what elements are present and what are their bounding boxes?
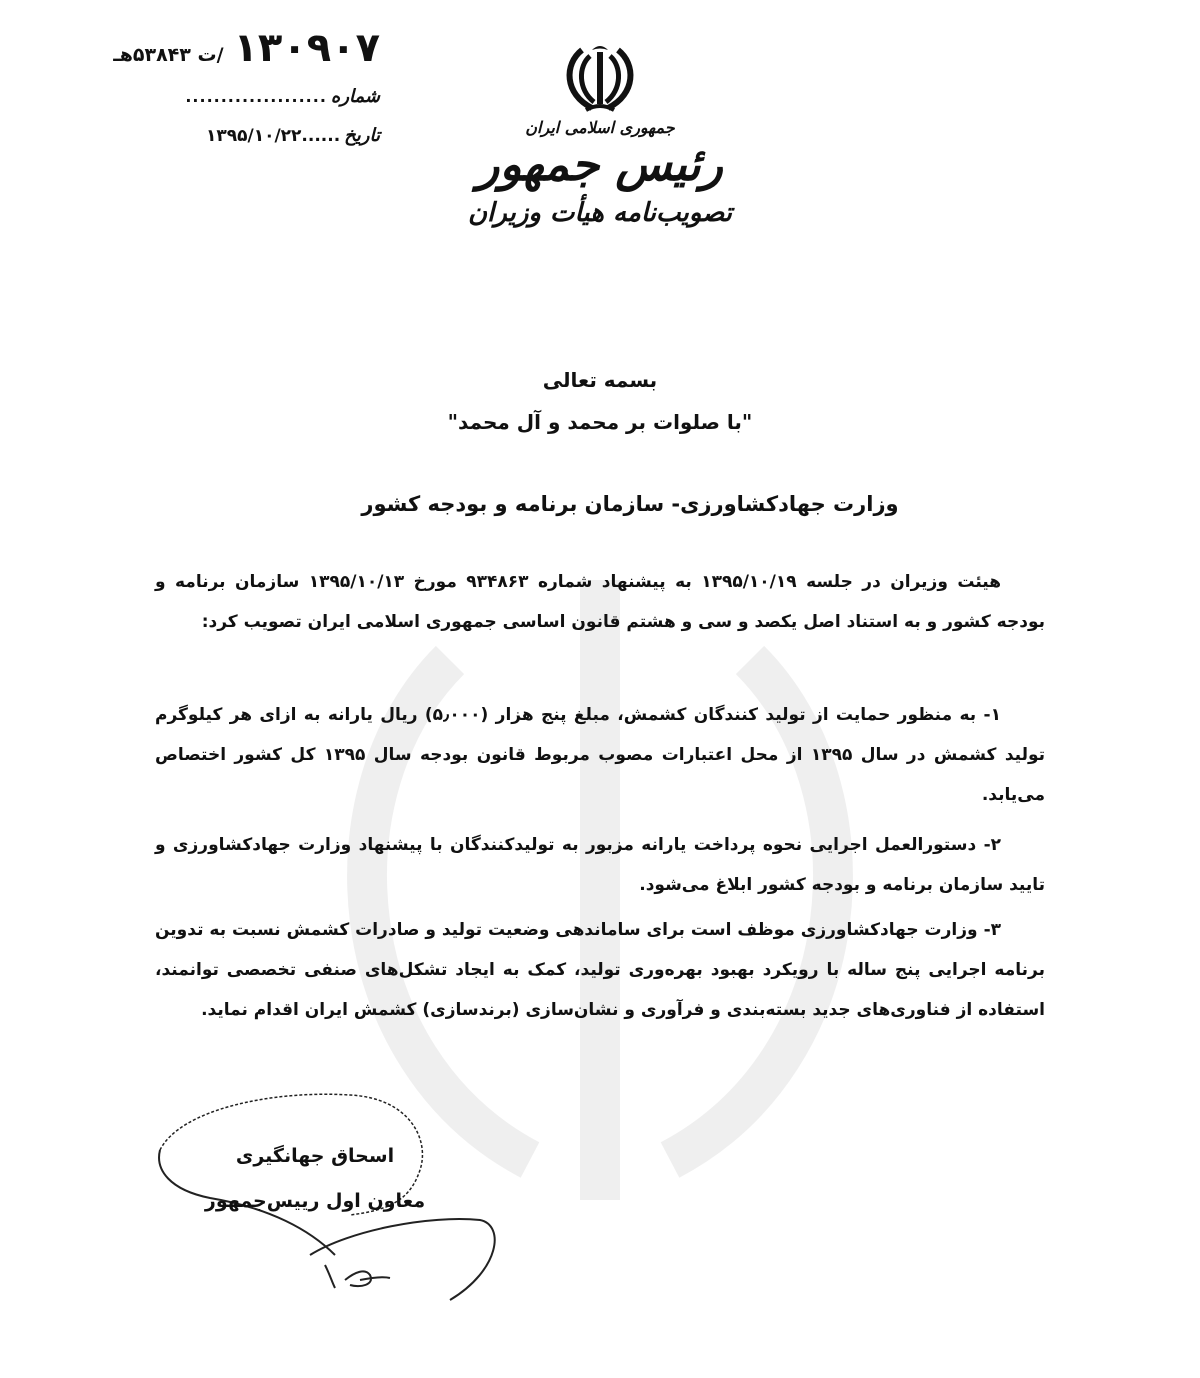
item-number: ۲-	[983, 835, 1002, 855]
country-name: جمهوری اسلامی ایران	[525, 118, 675, 137]
signatory-name: اسحاق جهانگیری	[235, 1145, 395, 1167]
office-title: رئیس جمهور	[477, 137, 723, 191]
reference-block	[40, 25, 380, 146]
decree-item-3	[155, 910, 1045, 1036]
document-type: تصویب‌نامه هیأت وزیران	[467, 197, 733, 228]
decree-item-1	[155, 695, 1045, 821]
date-label: تاریخ	[344, 125, 380, 146]
intro-paragraph: هیئت وزیران در جلسه ۱۳۹۵/۱۰/۱۹ به پیشنهاد شماره ۹۳۴۸۶۳ مورخ ۱۳۹۵/۱۰/۱۳ سازمان برنامه و بودجه کشور و به استناد اصل یکصد و سی و هشتم قانون اساسی جمهوری اسلامی ایران تصویب کرد:	[155, 572, 1045, 632]
decree-intro	[155, 562, 1045, 648]
serial-number: ۱۳۰۹۰۷	[233, 25, 380, 71]
item-number: ۳-	[983, 920, 1002, 940]
item-paragraph	[155, 825, 1045, 905]
item-text: وزارت جهادکشاورزی موظف است برای ساماندهی وضعیت تولید و صادرات کشمش نسبت به تدوین برنامه اجرایی پنج ساله با رویکرد بهبود بهره‌وری تولید، کمک به ایجاد تشکل‌های صنفی تخصصی توانمند، استفاده از فناوری‌های جدید بسته‌بندی و فرآوری و نشان‌سازی (برندسازی) کشمش ایران اقدام نماید.	[155, 920, 1045, 1020]
item-text: دستورالعمل اجرایی نحوه پرداخت یارانه مزبور به تولیدکنندگان با پیشنهاد وزارت جهادکشاورزی و تایید سازمان برنامه و بودجه کشور ابلاغ می‌شود.	[155, 835, 1045, 895]
item-number: ۱-	[983, 705, 1001, 725]
item-paragraph	[155, 910, 1045, 1030]
item-paragraph	[155, 695, 1045, 815]
salawat: "با صلوات بر محمد و آل محمد"	[447, 410, 753, 434]
date-row	[40, 125, 380, 146]
invocation: بسمه تعالی	[542, 368, 658, 392]
decree-item-2	[155, 825, 1045, 911]
number-row	[40, 86, 380, 107]
number-value: ....................	[185, 87, 327, 106]
reference-code: /ت ۵۳۸۴۳هـ	[113, 44, 224, 66]
date-value: ......۱۳۹۵/۱۰/۲۲	[205, 126, 341, 146]
letterhead	[430, 40, 770, 228]
signature-block	[150, 1090, 570, 1320]
number-label: شماره	[330, 86, 380, 107]
item-text: به منظور حمایت از تولید کنندگان کشمش، مبلغ پنج هزار (۵٫۰۰۰) ریال یارانه به ازای هر کیلوگرم تولید کشمش در سال ۱۳۹۵ از محل اعتبارات مصوب مربوط قانون بودجه سال ۱۳۹۵ کل کشور اختصاص می‌یابد.	[155, 705, 1046, 805]
signatory-title: معاون اول رییس‌جمهور	[204, 1190, 426, 1212]
reference-serial-row	[40, 25, 380, 71]
iran-emblem-icon	[552, 40, 648, 116]
addressee: وزارت جهادکشاورزی- سازمان برنامه و بودجه کشور	[361, 492, 899, 516]
